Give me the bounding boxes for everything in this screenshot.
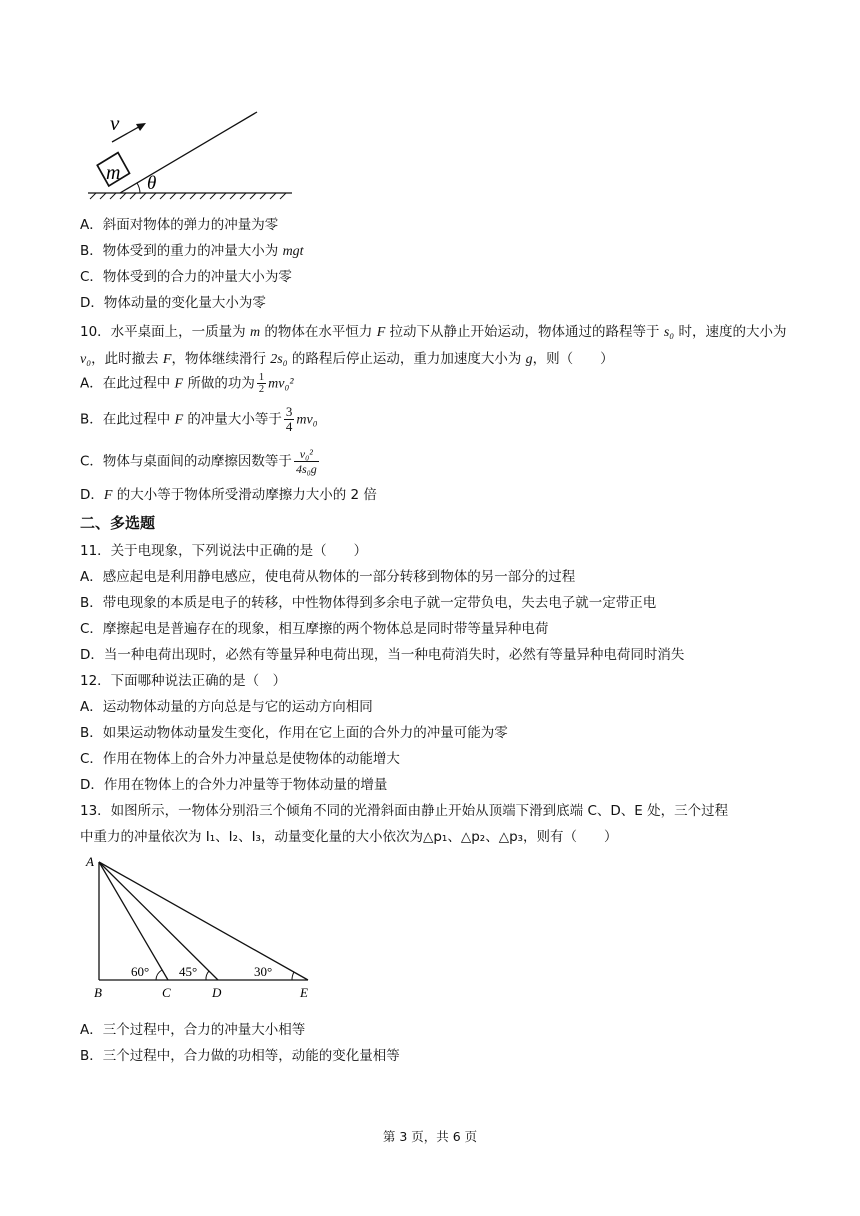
q13-option-a: A．三个过程中，合力的冲量大小相等 (80, 1022, 306, 1038)
q10-option-a: A．在此过程中 F 所做的功为 $\frac{1}{2}$ mv₀² (80, 372, 294, 395)
angle-45-label: 45° (179, 964, 198, 979)
q9-option-c: C．物体受到的合力的冲量大小为零 (80, 269, 292, 285)
point-c-label: C (162, 985, 171, 1000)
q10-stem: 10．水平桌面上，一质量为 m 的物体在水平恒力 F 拉动下从静止开始运动，物体通过的路程等于 s₀ 时，速度的大小为 v₀，此时撤去 F，物体继续滑行 2s₀ 的路程后停止运动，重力加速度大小为 g，则（ ） (80, 324, 787, 367)
q9-option-d: D．物体动量的变化量大小为零 (80, 295, 266, 311)
q12-option-b: B．如果运动物体动量发生变化，作用在它上面的合外力的冲量可能为零 (80, 725, 508, 741)
point-d-label: D (212, 985, 222, 1000)
q10-option-b: B．在此过程中 F 的冲量大小等于 $\frac{3}{4}$ mv₀ (80, 404, 318, 434)
inclines-figure (84, 852, 324, 1002)
fraction: $\frac{\text{v₀²}}{\text{4s₀g}}$ (295, 447, 317, 476)
fraction: $\frac{3}{4}$ (285, 404, 293, 434)
q9-option-a: A．斜面对物体的弹力的冲量为零 (80, 217, 279, 233)
q12-option-a: A．运动物体动量的方向总是与它的运动方向相同 (80, 699, 373, 715)
angle-arc (137, 183, 140, 193)
point-b-label: B (94, 985, 102, 1000)
fraction: $\frac{1}{2}$ (258, 372, 265, 395)
q13-stem-line2: 中重力的冲量依次为 I₁、I₂、I₃，动量变化量的大小依次为△p₁、△p₂、△p₃，则有（ ） (80, 829, 618, 845)
velocity-label: v (110, 111, 120, 135)
q11-option-a: A．感应起电是利用静电感应，使电荷从物体的一部分转移到物体的另一部分的过程 (80, 569, 576, 585)
q13-stem-line1: 13．如图所示，一物体分别沿三个倾角不同的光滑斜面由静止开始从顶端下滑到底端 C、D、E 处，三个过程 (80, 803, 729, 819)
angle-60-label: 60° (131, 964, 150, 979)
mass-label: m (106, 162, 121, 184)
q9-option-b: B．物体受到的重力的冲量大小为 mgt (80, 243, 304, 259)
q11-option-b: B．带电现象的本质是电子的转移，中性物体得到多余电子就一定带负电，失去电子就一定带正电 (80, 595, 657, 611)
q11-option-c: C．摩擦起电是普遍存在的现象，相互摩擦的两个物体总是同时带等量异种电荷 (80, 621, 549, 637)
q12-option-c: C．作用在物体上的合外力冲量总是使物体的动能增大 (80, 751, 400, 767)
q10-option-c: C．物体与桌面间的动摩擦因数等于 $\frac{\text{v₀²}}{\text{4s₀g}}$ (80, 447, 317, 476)
theta-label: θ (147, 173, 157, 194)
page-footer: 第 3 页，共 6 页 (382, 1129, 478, 1144)
q12-stem: 12．下面哪种说法正确的是（ ） (80, 673, 287, 689)
q13-option-b: B．三个过程中，合力做的功相等，动能的变化量相等 (80, 1048, 400, 1064)
point-a-label: A (86, 854, 94, 869)
q11-option-d: D．当一种电荷出现时，必然有等量异种电荷出现，当一种电荷消失时，必然有等量异种电荷同时消失 (80, 647, 685, 663)
point-e-label: E (300, 985, 308, 1000)
section-heading: 二、多选题 (80, 514, 156, 532)
q12-option-d: D．作用在物体上的合外力冲量等于物体动量的增量 (80, 777, 388, 793)
q11-stem: 11．关于电现象，下列说法中正确的是（ ） (80, 543, 368, 559)
q10-option-d: D．F 的大小等于物体所受滑动摩擦力大小的 2 倍 (80, 487, 377, 503)
incline-figure (80, 104, 310, 200)
angle-30-label: 30° (254, 964, 273, 979)
